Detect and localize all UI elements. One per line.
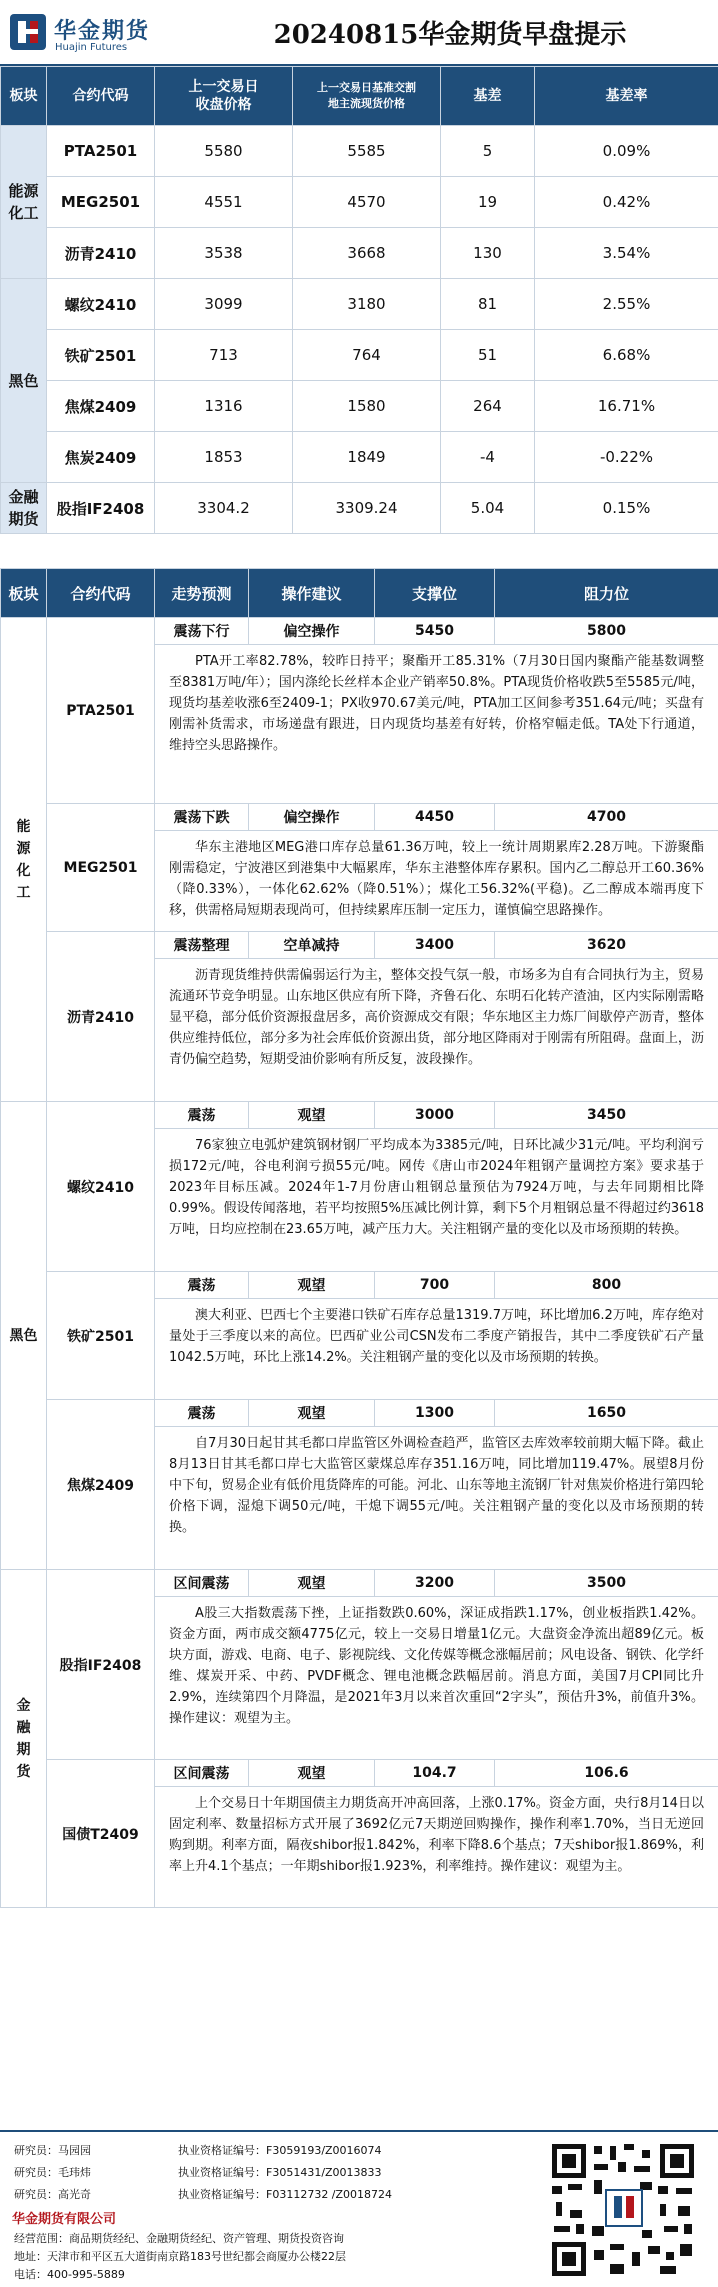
support-level: 3200 [375,1570,495,1597]
segment-label: 化 [17,863,31,879]
segment-label: 货 [17,1764,31,1780]
trend-forecast: 震荡 [155,1102,249,1129]
table-row [1,228,718,279]
segment-label: 能源 [8,182,38,200]
basis-value: 81 [441,279,535,330]
basis-value: 51 [441,330,535,381]
analysis-text: 沥青现货维持供需偏弱运行为主，整体交投气氛一般，市场多为自有合同执行为主，贸易流通环节竞争明显。山东地区供应有所下降，齐鲁石化、东明石化转产渣油，区内实际刚需略显平稳，部分低价资源报盘居多，高价资源成交有限；华东地区主力炼厂间歇停产沥青，整体供应维持低位，部分多为社会库低价资源出货，部分地区降雨对于刚需有所阻碍。盘面上，沥青仍偏空趋势，短期受油价影响有所反复，波段操作。 [155,959,718,1102]
table-row [1,330,718,381]
address-text: 天津市和平区五大道街南京路183号世纪都会商厦办公楼22层 [47,2250,346,2263]
researcher-label: 研究员： [14,2166,58,2179]
contract-code: 铁矿2501 [47,330,155,381]
operation-advice: 观望 [249,1272,375,1299]
col-header-segment: 板块 [1,67,47,126]
address-label: 地址： [14,2250,47,2263]
col-header-trend: 走势预测 [155,569,249,618]
spot-price: 5585 [293,126,441,177]
col-header-advice: 操作建议 [249,569,375,618]
operation-advice: 偏空操作 [249,618,375,645]
operation-advice: 观望 [249,1760,375,1787]
page-title: 20240815华金期货早盘提示 [200,14,700,51]
analysis-text: 华东主港地区MEG港口库存总量61.36万吨，较上一统计周期累库2.28万吨。下游聚酯刚需稳定，宁波港区到港集中大幅累库，华东主港整体库存累积。国内乙二醇总开工60.36%（降0.33%），一体化62.62%（降0.51%）；煤化工56.32%(平稳)。乙二醇成本端再度下移，供需格局短期表现尚可，但持续累库压制一定压力，谨慎偏空思路操作。 [155,831,718,932]
resistance-level: 3450 [495,1102,718,1129]
support-level: 3400 [375,932,495,959]
contract-code: 螺纹2410 [47,1102,155,1272]
close-price: 5580 [155,126,293,177]
spot-price: 3180 [293,279,441,330]
researcher-name: 高光奇 [58,2188,91,2201]
basis-rate: 2.55% [535,279,718,330]
col-header-close [155,67,293,126]
researcher-line [14,2164,91,2180]
basis-table [0,66,718,534]
cert-label: 执业资格证编号： [178,2166,266,2179]
outlook-summary-row [1,932,718,959]
resistance-level: 1650 [495,1400,718,1427]
table-row [1,432,718,483]
page-footer [0,2130,718,2287]
contract-code: 焦煤2409 [47,381,155,432]
contract-code: 沥青2410 [47,932,155,1102]
resistance-level: 3620 [495,932,718,959]
basis-value: 264 [441,381,535,432]
basis-rate: 16.71% [535,381,718,432]
segment-cell-black [1,279,47,483]
resistance-level: 4700 [495,804,718,831]
operation-advice: 观望 [249,1400,375,1427]
resistance-level: 5800 [495,618,718,645]
resistance-level: 800 [495,1272,718,1299]
trend-forecast: 区间震荡 [155,1760,249,1787]
outlook-summary-row [1,1102,718,1129]
segment-label: 工 [17,885,31,901]
basis-value: 5.04 [441,483,535,534]
col-header-spot-line1: 上一交易日基准交割 [317,81,416,94]
support-level: 104.7 [375,1760,495,1787]
phone-number: 400-995-5889 [47,2268,125,2281]
outlook-table-header [1,569,718,618]
cert-number: F3051431/Z0013833 [266,2166,382,2179]
phone-line [14,2266,125,2282]
outlook-summary-row [1,804,718,831]
support-level: 4450 [375,804,495,831]
spot-price: 1580 [293,381,441,432]
cert-number: F3059193/Z0016074 [266,2144,382,2157]
spot-price: 764 [293,330,441,381]
logo-text-cn: 华金期货 [54,14,150,45]
close-price: 3538 [155,228,293,279]
analysis-text: 自7月30日起甘其毛都口岸监管区外调检查趋严，监管区去库效率较前期大幅下降。截止8月13日甘其毛都口岸七大监管区蒙煤总库存351.16万吨，同比增加119.47%。展望8月份中下旬，贸易企业有低价甩货降库的可能。河北、山东等地主流钢厂针对焦炭价格进行第四轮价格下调，湿熄下调50元/吨，干熄下调55元/吨。关注粗钢产量的变化以及市场预期的转换。 [155,1427,718,1570]
outlook-table [0,568,718,1908]
phone-label: 电话： [14,2268,47,2281]
cert-line [178,2164,382,2180]
researcher-label: 研究员： [14,2188,58,2201]
basis-value: 19 [441,177,535,228]
segment-cell-finance [1,1570,47,1908]
table-row [1,279,718,330]
cert-label: 执业资格证编号： [178,2144,266,2157]
close-price: 3099 [155,279,293,330]
operation-advice: 观望 [249,1570,375,1597]
col-header-spot-line2: 地主流现货价格 [328,97,405,110]
basis-value: -4 [441,432,535,483]
segment-label: 黑色 [10,1328,38,1344]
contract-code: PTA2501 [47,618,155,804]
outlook-summary-row [1,1760,718,1787]
researcher-line [14,2142,91,2158]
spot-price: 3309.24 [293,483,441,534]
trend-forecast: 震荡 [155,1272,249,1299]
contract-code: 股指IF2408 [47,483,155,534]
basis-rate: 6.68% [535,330,718,381]
segment-label: 黑色 [8,372,38,390]
col-header-spot [293,67,441,126]
business-scope [14,2230,344,2246]
researcher-name: 毛玮炜 [58,2166,91,2179]
close-price: 713 [155,330,293,381]
support-level: 700 [375,1272,495,1299]
segment-label: 期货 [8,510,38,528]
basis-value: 5 [441,126,535,177]
cert-number: F03112732 /Z0018724 [266,2188,392,2201]
contract-code: 焦炭2409 [47,432,155,483]
spot-price: 1849 [293,432,441,483]
outlook-summary-row [1,1272,718,1299]
analysis-text: PTA开工率82.78%，较昨日持平；聚酯开工85.31%（7月30日国内聚酯产能基数调整至8381万吨/年）；国内涤纶长丝样本企业产销率50.8%。PTA现货价格收跌5至5585元/吨，现货均基差收涨6至2409-1；PX收970.67美元/吨，PTA加工区间参考351.64元/吨；买盘有刚需补货需求，市场递盘有跟进，日内现货均基差有好转，价格窄幅走低。TA处下行通道，维持空头思路操作。 [155,645,718,804]
segment-cell-black [1,1102,47,1570]
business-label: 经营范围： [14,2232,69,2245]
operation-advice: 偏空操作 [249,804,375,831]
trend-forecast: 震荡下行 [155,618,249,645]
outlook-summary-row [1,618,718,645]
cert-line [178,2186,392,2202]
trend-forecast: 震荡整理 [155,932,249,959]
support-level: 3000 [375,1102,495,1129]
trend-forecast: 区间震荡 [155,1570,249,1597]
segment-label: 金融 [8,488,38,506]
segment-label: 金 [17,1698,31,1714]
huajin-logo-icon [8,12,48,52]
segment-label: 期 [17,1742,31,1758]
close-price: 4551 [155,177,293,228]
operation-advice: 空单减持 [249,932,375,959]
segment-cell-energy [1,618,47,1102]
basis-rate: -0.22% [535,432,718,483]
basis-table-header [1,67,718,126]
col-header-code: 合约代码 [47,67,155,126]
close-price: 3304.2 [155,483,293,534]
table-row [1,381,718,432]
support-level: 5450 [375,618,495,645]
business-text: 商品期货经纪、金融期货经纪、资产管理、期货投资咨询 [69,2232,344,2245]
analysis-text: 76家独立电弧炉建筑钢材钢厂平均成本为3385元/吨，日环比减少31元/吨。平均利润亏损172元/吨，谷电利润亏损55元/吨。网传《唐山市2024年粗钢产量调控方案》要求基于2023年目标压减。2024年1-7月份唐山粗钢总量预估为7924万吨，与去年同期相比降0.99%。假设传闻落地，若平均按照5%压减比例计算，剩下5个月粗钢总量不得超过约3618万吨，日均应控制在23.65万吨，减产压力大。关注粗钢产量的变化以及市场预期的转换。 [155,1129,718,1272]
col-header-support: 支撑位 [375,569,495,618]
contract-code: 国债T2409 [47,1760,155,1908]
analysis-text: 上个交易日十年期国债主力期货高开冲高回落，上涨0.17%。资金方面，央行8月14日以固定利率、数量招标方式开展了3692亿元7天期逆回购操作，操作利率1.70%，当日无逆回购到期。利率方面，隔夜shibor报1.842%，利率下降8.6个基点；7天shibor报1.869%，利率上升4.1个基点；一年期shibor报1.923%，利率维持。操作建议：观望为主。 [155,1787,718,1908]
outlook-summary-row [1,1570,718,1597]
col-header-close-line1: 上一交易日 [189,79,259,95]
table-row [1,177,718,228]
contract-code: 股指IF2408 [47,1570,155,1760]
segment-label: 化工 [8,204,38,222]
basis-rate: 3.54% [535,228,718,279]
contract-code: 螺纹2410 [47,279,155,330]
company-name: 华金期货有限公司 [12,2208,116,2227]
resistance-level: 106.6 [495,1760,718,1787]
basis-value: 130 [441,228,535,279]
cert-label: 执业资格证编号： [178,2188,266,2201]
address-line [14,2248,346,2264]
basis-rate: 0.42% [535,177,718,228]
contract-code: MEG2501 [47,804,155,932]
page-header [0,0,718,66]
contract-code: 沥青2410 [47,228,155,279]
outlook-summary-row [1,1400,718,1427]
spot-price: 4570 [293,177,441,228]
contract-code: 焦煤2409 [47,1400,155,1570]
col-header-close-line2: 收盘价格 [196,97,252,113]
table-row [1,126,718,177]
segment-label: 源 [17,841,31,857]
col-header-resistance: 阻力位 [495,569,718,618]
col-header-basis: 基差 [441,67,535,126]
analysis-text: A股三大指数震荡下挫，上证指数跌0.60%，深证成指跌1.17%，创业板指跌1.42%。资金方面，两市成交额4775亿元，较上一交易日增量1亿元。大盘资金净流出超89亿元。板块方面，游戏、电商、电子、影视院线、文化传媒等概念涨幅居前；风电设备、钢铁、化学纤维、煤炭开采、中药、PVDF概念、锂电池概念跌幅居前。消息方面，美国7月CPI同比升2.9%，连续第四个月降温，是2021年3月以来首次重回“2字头”，预估升3%，前值升3%。操作建议：观望为主。 [155,1597,718,1760]
cert-line [178,2142,382,2158]
support-level: 1300 [375,1400,495,1427]
analysis-text: 澳大利亚、巴西七个主要港口铁矿石库存总量1319.7万吨，环比增加6.2万吨，库存绝对量处于三季度以来的高位。巴西矿业公司CSN发布二季度产销报告，其中二季度铁矿石产量1042.5万吨，环比上涨14.2%。关注粗钢产量的变化以及市场预期的转换。 [155,1299,718,1400]
segment-cell-energy [1,126,47,279]
contract-code: MEG2501 [47,177,155,228]
col-header-code: 合约代码 [47,569,155,618]
trend-forecast: 震荡下跌 [155,804,249,831]
trend-forecast: 震荡 [155,1400,249,1427]
company-logo [8,10,168,56]
spot-price: 3668 [293,228,441,279]
researcher-label: 研究员： [14,2144,58,2157]
resistance-level: 3500 [495,1570,718,1597]
basis-rate: 0.15% [535,483,718,534]
close-price: 1853 [155,432,293,483]
researcher-line [14,2186,91,2202]
segment-label: 能 [17,819,31,835]
table-row [1,483,718,534]
segment-label: 融 [17,1720,31,1736]
basis-rate: 0.09% [535,126,718,177]
col-header-basis-rate: 基差率 [535,67,718,126]
logo-text-en: Huajin Futures [55,42,127,53]
contract-code: PTA2501 [47,126,155,177]
researcher-name: 马园园 [58,2144,91,2157]
operation-advice: 观望 [249,1102,375,1129]
close-price: 1316 [155,381,293,432]
contract-code: 铁矿2501 [47,1272,155,1400]
col-header-segment: 板块 [1,569,47,618]
segment-cell-finance [1,483,47,534]
qr-code-icon [548,2140,698,2280]
